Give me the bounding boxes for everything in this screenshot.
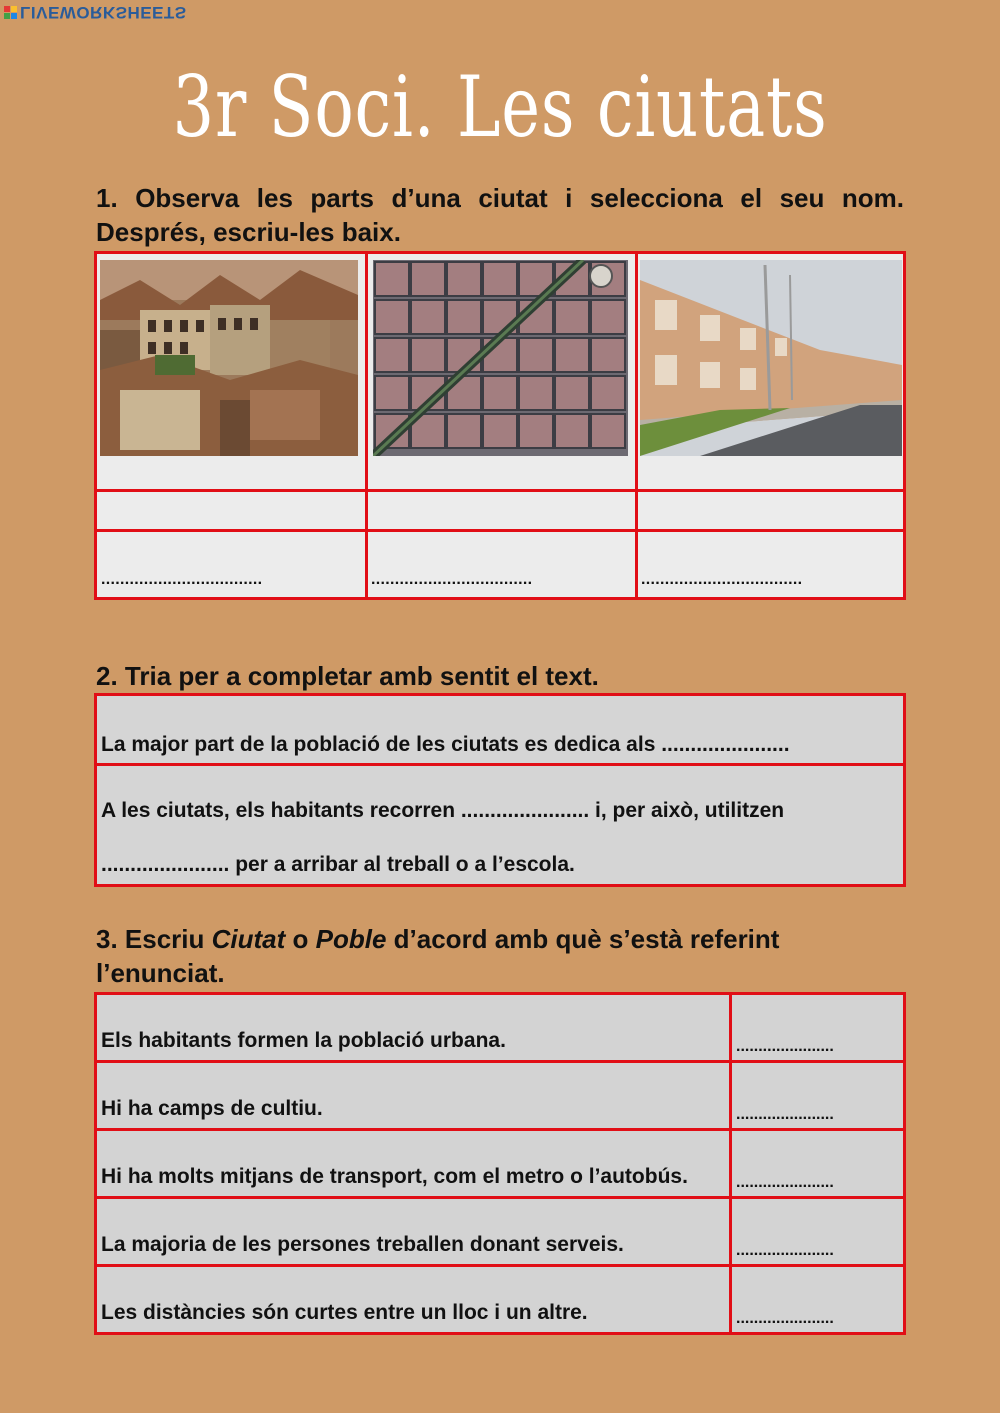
- answer-blank[interactable]: ..................................: [641, 571, 803, 588]
- q3-heading-pre: 3. Escriu: [96, 924, 212, 954]
- answer-cell[interactable]: [729, 1199, 903, 1264]
- city-part-column: [367, 254, 638, 597]
- statement: Els habitants formen la població urbana.: [101, 1029, 506, 1052]
- divider: [637, 489, 903, 492]
- table-row: [97, 766, 903, 884]
- statement: La majoria de les persones treballen donant serveis.: [101, 1233, 624, 1256]
- table-row: [97, 995, 903, 1063]
- table-row: [97, 1063, 903, 1131]
- question-1-heading: 1. Observa les parts d’una ciutat i selecciona el seu nom. Després, escriu-les baix.: [96, 183, 904, 247]
- brand-name: LIVEWORKSHEETS: [20, 3, 187, 22]
- question-3-table: [94, 992, 906, 1335]
- city-part-column: [637, 254, 903, 597]
- answer-blank[interactable]: ......................: [736, 1106, 834, 1123]
- q3-word-ciutat: Ciutat: [211, 924, 286, 954]
- answer-cell[interactable]: [729, 995, 903, 1060]
- question-1-table: [94, 251, 906, 600]
- answer-blank[interactable]: ..................................: [101, 571, 263, 588]
- q3-heading-mid: o: [285, 924, 316, 954]
- statement: Hi ha molts mitjans de transport, com el metro o l’autobús.: [101, 1165, 688, 1188]
- table-row: [97, 1199, 903, 1267]
- answer-blank[interactable]: ......................: [736, 1242, 834, 1259]
- q3-heading-post: d’acord amb què s’està referint l’enunciat.: [96, 924, 780, 988]
- answer-cell[interactable]: [729, 1131, 903, 1196]
- answer-blank[interactable]: ..................................: [371, 571, 533, 588]
- q3-word-poble: Poble: [315, 924, 387, 954]
- question-2-table: [94, 693, 906, 887]
- liveworksheets-logo: [4, 2, 187, 22]
- sentence-1[interactable]: La major part de la població de les ciutats es dedica als ......................: [101, 733, 790, 756]
- divider: [367, 489, 635, 492]
- question-3-heading: [96, 922, 904, 990]
- divider: [637, 529, 903, 532]
- divider: [367, 529, 635, 532]
- sentence-2-line-2[interactable]: ...................... per a arribar al treball o a l’escola.: [101, 853, 575, 876]
- page-title: 3r Soci. Les ciutats: [172, 58, 828, 156]
- statement: Les distàncies són curtes entre un lloc i un altre.: [101, 1301, 588, 1324]
- suburban-houses-photo: [640, 260, 902, 456]
- table-row: [97, 1267, 903, 1332]
- question-2-heading: 2. Tria per a completar amb sentit el text.: [96, 661, 599, 691]
- grid-district-aerial-photo: [373, 260, 628, 456]
- old-town-photo: [100, 260, 358, 456]
- answer-blank[interactable]: ......................: [736, 1038, 834, 1055]
- sentence-2-line-1[interactable]: A les ciutats, els habitants recorren ...................... i, per això, utilitzen: [101, 799, 785, 822]
- answer-blank[interactable]: ......................: [736, 1310, 834, 1327]
- statement: Hi ha camps de cultiu.: [101, 1097, 323, 1120]
- answer-cell[interactable]: [729, 1267, 903, 1332]
- city-part-column: [97, 254, 368, 597]
- answer-blank[interactable]: ......................: [736, 1174, 834, 1191]
- table-row: [97, 1131, 903, 1199]
- divider: [97, 489, 365, 492]
- divider: [97, 529, 365, 532]
- logo-tiles-icon: [4, 6, 17, 19]
- table-row: [97, 696, 903, 766]
- answer-cell[interactable]: [729, 1063, 903, 1128]
